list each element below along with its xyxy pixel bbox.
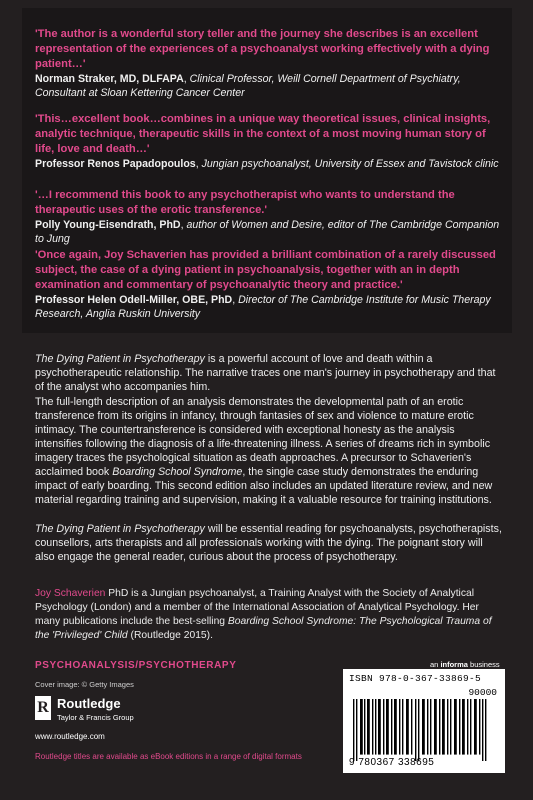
routledge-logo-icon: R <box>35 696 51 720</box>
cover-credit: Cover image: © Getty Images <box>35 680 134 689</box>
informa-tagline: an informa business <box>430 660 500 669</box>
price-code: 90000 <box>468 687 497 698</box>
review-attribution: Norman Straker, MD, DLFAPA, Clinical Professor, Weill Cornell Department of Psychiatry, Consultant at Sloan Kettering Cancer Center <box>35 73 461 99</box>
isbn-barcode <box>343 669 505 773</box>
isbn-text: ISBN 978-0-367-33869-5 <box>349 673 482 684</box>
review-attribution: Polly Young-Eisendrath, PhD, author of Women and Desire, editor of The Cambridge Companion to Jung <box>35 219 500 245</box>
review-4 <box>35 248 505 321</box>
review-attribution: Professor Renos Papadopoulos, Jungian psychoanalyst, University of Essex and Tavistock clinic <box>35 158 499 170</box>
author-bio: Joy Schaverien PhD is a Jungian psychoanalyst, a Training Analyst with the Society of Analytical Psychology (London) and a member of the International Association of Analytical Psychology. Her many publications include the best-selling Boarding School Syndrome: The Psychological Trauma of the 'Privileged' Child (Routledge 2015). <box>35 588 492 641</box>
review-quote: 'Once again, Joy Schaverien has provided a brilliant combination of a rarely discussed subject, the case of a dying patient in psychoanalysis, together with an in depth examination and commentary of psychoanalytic theory and practice.' <box>35 249 496 291</box>
reviewer-role: author of Women and Desire, editor of The Cambridge Companion to Jung <box>35 219 500 245</box>
ebook-note: Routledge titles are available as eBook editions in a range of digital formats <box>35 752 302 761</box>
reviewer-name: Professor Helen Odell-Miller, OBE, PhD <box>35 294 233 306</box>
publisher-name: Routledge <box>57 696 121 711</box>
review-quote: 'This…excellent book…combines in a unique way theoretical issues, clinical insights, analytic technique, therapeutic skills in the context of a most moving human story of life, love and death…' <box>35 113 491 155</box>
reviewer-name: Professor Renos Papadopoulos <box>35 158 196 170</box>
ean-digits: 9 780367 338695 <box>349 757 435 768</box>
review-3 <box>35 188 505 246</box>
reviewer-role: Jungian psychoanalyst, University of Essex and Tavistock clinic <box>201 158 499 170</box>
review-1 <box>35 27 505 100</box>
description-paragraph-3: The Dying Patient in Psychotherapy will be essential reading for psychoanalysts, psychotherapists, counsellors, arts therapists and all professionals working with the dying. The poignant story will also engage the general reader, curious about the process of psychotherapy. <box>35 523 502 563</box>
publisher-logo <box>35 694 145 742</box>
review-attribution: Professor Helen Odell-Miller, OBE, PhD, Director of The Cambridge Institute for Music Therapy Research, Anglia Ruskin University <box>35 294 491 320</box>
description-paragraph-1: The Dying Patient in Psychotherapy is a powerful account of love and death within a psychotherapeutic relationship. The narrative traces one man's journey in psychotherapy and that of the analyst who accompanies him. <box>35 353 496 393</box>
description-paragraph-2: The full-length description of an analysis demonstrates the developmental path of an erotic transference from its origins in infancy, through fantasies of sex and violence to mature erotic intimacy. The countertransference is considered with exceptional honesty as the analysis intensifies following the diagnosis of a life-threatening illness. A series of dreams rich in symbolic imagery traces the psychological situation as death approaches. A precursor to Schaverien's acclaimed book Boarding School Syndrome, the single case study demonstrates the enduring impact of early boarding. This second edition also includes an updated literature review, and new material regarding training and supervision, making it a valuable resource for training institutions. <box>35 396 493 506</box>
related-book-title: Boarding School Syndrome <box>112 466 243 478</box>
publisher-url[interactable]: www.routledge.com <box>35 732 105 741</box>
reviewer-role: Director of The Cambridge Institute for Music Therapy Research, Anglia Ruskin University <box>35 294 491 320</box>
review-2 <box>35 112 505 171</box>
reviewer-name: Norman Straker, MD, DLFAPA <box>35 73 184 85</box>
publisher-subtitle: Taylor & Francis Group <box>57 713 134 722</box>
reviewer-role: Clinical Professor, Weill Cornell Department of Psychiatry, Consultant at Sloan Kettering Cancer Center <box>35 73 461 99</box>
review-quote: 'The author is a wonderful story teller and the journey she describes is an excellent representation of the experiences of a psychoanalyst working effectively with a dying patient…' <box>35 28 490 70</box>
subject-category: PSYCHOANALYSIS/PSYCHOTHERAPY <box>35 660 237 671</box>
book-title: The Dying Patient in Psychotherapy <box>35 353 205 365</box>
author-book-title: Boarding School Syndrome: The Psychological Trauma of the 'Privileged' Child <box>35 616 492 641</box>
author-name: Joy Schaverien <box>35 588 106 599</box>
barcode-bars-icon <box>351 699 497 761</box>
review-quote: '…I recommend this book to any psychotherapist who wants to understand the therapeutic uses of the erotic transference.' <box>35 189 455 216</box>
book-title: The Dying Patient in Psychotherapy <box>35 523 205 535</box>
reviewer-name: Polly Young-Eisendrath, PhD <box>35 219 181 231</box>
